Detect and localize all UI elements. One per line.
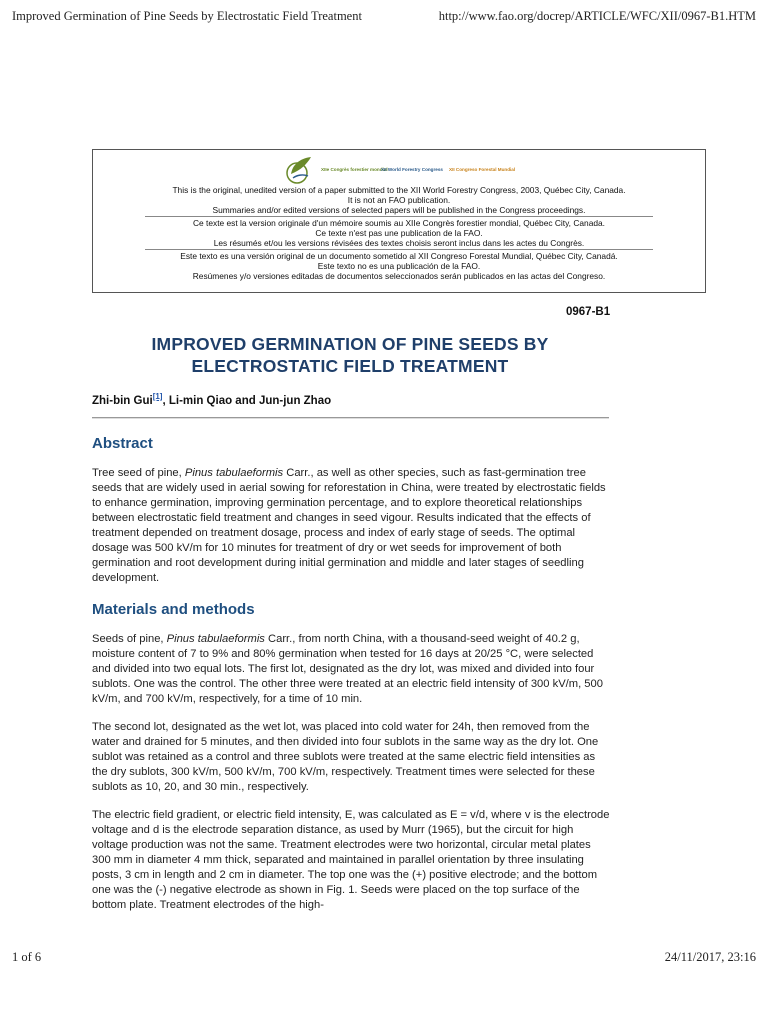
- disclaimer-en-2: It is not an FAO publication.: [347, 195, 451, 205]
- divider: [145, 216, 653, 217]
- disclaimer-text: [93, 185, 705, 281]
- print-header-url: http://www.fao.org/docrep/ARTICLE/WFC/XII/0967-B1.HTM: [438, 9, 756, 23]
- logo-text-fr: XIIe Congrès forestier mondial: [321, 167, 388, 172]
- logo-text-en: XII World Forestry Congress: [381, 167, 443, 172]
- leaf-globe-icon: [281, 152, 317, 188]
- species-name: Pinus tabulaeformis: [166, 633, 265, 645]
- paper-title: [80, 333, 620, 377]
- abstract-paragraph: [92, 466, 612, 586]
- title-line-2: ELECTROSTATIC FIELD TREATMENT: [191, 356, 509, 376]
- footnote-link[interactable]: [1]: [152, 392, 163, 401]
- disclaimer-es-2: Este texto no es una publicación de la FAO.: [317, 261, 481, 271]
- title-line-1: IMPROVED GERMINATION OF PINE SEEDS BY: [151, 334, 549, 354]
- abstract-heading: Abstract: [92, 435, 153, 452]
- materials-heading: Materials and methods: [92, 601, 255, 618]
- logo-text-es: XII Congreso Forestal Mundial: [449, 167, 516, 172]
- disclaimer-fr-2: Ce texte n'est pas une publication de la FAO.: [315, 228, 483, 238]
- materials-paragraph-1: [92, 632, 612, 707]
- disclaimer-es-1: Este texto es una versión original de un documento sometido al XII Congreso Forestal Mundial, Québec City, Canadá.: [180, 251, 618, 261]
- congress-logo: [281, 152, 571, 188]
- materials-paragraph-2: The second lot, designated as the wet lot, was placed into cold water for 24h, then removed from the water and drained for 5 minutes, and then divided into four sublots in the same way as the dry lot. One sublot was retained as a control and three sublots were treated at the same electric field intensities as the dry sublots, 300 kV/m, 500 kV/m, 700 kV/m, respectively. Treatment times were selected for these sublots as 10, 20, and 30 min., respectively.: [92, 721, 599, 793]
- materials-paragraph-3: The electric field gradient, or electric field intensity, E, was calculated as E = v/d, where v is the electrode voltage and d is the electrode separation distance, as used by Murr (1965), but the circuit for high voltage production was not the same. Treatment electrodes were two horizontal, circular metal plates 300 mm in diameter 4 mm thick, separated and maintained in parallel orientation by three insulating posts, 3 cm in length and 2 cm in diameter. The top one was the (+) positive electrode; and the bottom one was the (-) negative electrode as shown in Fig. 1. Seeds were placed on the top surface of the bottom plate. Treatment electrodes of the high-: [92, 809, 610, 911]
- other-authors: , Li-min Qiao and Jun-jun Zhao: [162, 394, 332, 407]
- disclaimer-fr-1: Ce texte est la version originale d'un mémoire soumis au XIIe Congrès forestier mondial, Québec City, Canada.: [192, 218, 606, 228]
- disclaimer-en-3: Summaries and/or edited versions of selected papers will be published in the Congress proceedings.: [212, 205, 586, 215]
- disclaimer-en-1: This is the original, unedited version of a paper submitted to the XII World Forestry Congress, 2003, Québec City, Canada.: [172, 185, 626, 195]
- print-header-title: Improved Germination of Pine Seeds by Electrostatic Field Treatment: [12, 9, 362, 23]
- congress-disclaimer-banner: [92, 149, 706, 293]
- disclaimer-fr-3: Les résumés et/ou les versions révisées des textes choisis seront inclus dans les actes du Congrès.: [213, 238, 585, 248]
- abstract-text-start: Tree seed of pine,: [92, 467, 185, 479]
- divider: [145, 249, 653, 250]
- horizontal-rule: [92, 417, 609, 419]
- species-name: Pinus tabulaeformis: [184, 467, 284, 479]
- page-counter: 1 of 6: [12, 950, 42, 964]
- print-datetime: 24/11/2017, 23:16: [664, 950, 756, 964]
- first-author: Zhi-bin Gui: [92, 394, 153, 407]
- disclaimer-es-3: Resúmenes y/o versiones editadas de documentos seleccionados serán publicados en las actas del Congreso.: [192, 271, 606, 281]
- materials-p1-rest: Carr., from north China, with a thousand-seed weight of 40.2 g, moisture content of 7 to 9% and 80% germination when tested for 16 days at 20/25 °C, were selected and divided into two equal lots. The first lot, designated as the dry lot, was mixed and divided into four sublots. One was the control. The other three were treated at an electric field intensity of 300 kV/m, 500 kV/m, and 700 kV/m, respectively, for a time of 10 min.: [92, 633, 603, 705]
- print-footer: [12, 950, 756, 968]
- print-header: [12, 9, 756, 27]
- document-id: 0967-B1: [566, 306, 611, 318]
- materials-p1-start: Seeds of pine,: [92, 633, 167, 645]
- author-list: [92, 392, 331, 407]
- abstract-text-rest: Carr., as well as other species, such as fast-germination tree seeds that are widely used in aerial sowing for reforestation in China, were treated by electrostatic fields to enhance germination, improving germination percentage, and to explore theoretical relationships between electrostatic field treatment and changes in seed vigour. Results indicated that the effects of treatment depended on treatment dosage, process and index of early stage of seeds. The optimal dosage was 500 kV/m for 10 minutes for treatment of dry or wet seeds for improvement of both germination and root development during initial germination and middle and later stages of seedling development.: [92, 467, 606, 584]
